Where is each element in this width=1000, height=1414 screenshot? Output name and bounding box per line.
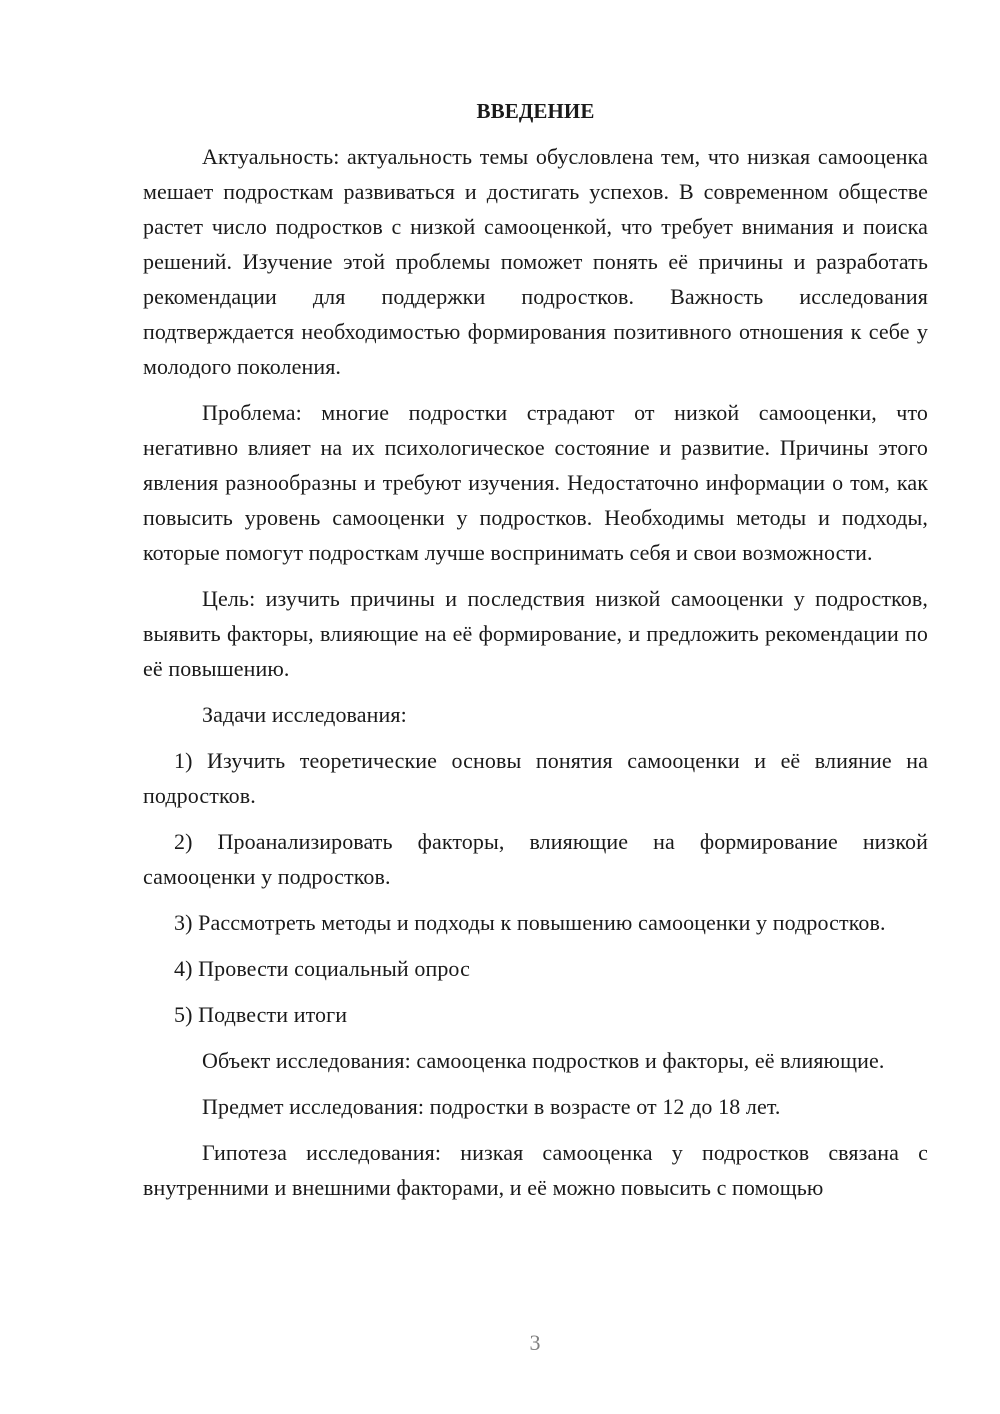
paragraph-subject: Предмет исследования: подростки в возрасте от 12 до 18 лет. xyxy=(202,1094,781,1119)
paragraph-problem: Проблема: многие подростки страдают от низкой самооценки, что негативно влияет на их психологическое состояние и развитие. Причины этого явления разнообразны и требуют изучения. Недостаточно информации о том, как повысить уровень самооценки у подростков. Необходимы методы и подходы, которые помогут подросткам лучше воспринимать себя и свои возможности. xyxy=(143,400,928,565)
paragraph-relevance: Актуальность: актуальность темы обусловлена тем, что низкая самооценка мешает подросткам развиваться и достигать успехов. В современном обществе растет число подростков с низкой самооценкой, что требует внимания и поиска решений. Изучение этой проблемы поможет понять её причины и разработать рекомендации для поддержки подростков. Важность исследования подтверждается необходимостью формирования позитивного отношения к себе у молодого поколения. xyxy=(143,144,928,379)
paragraph-goal: Цель: изучить причины и последствия низкой самооценки у подростков, выявить факторы, влияющие на её формирование, и предложить рекомендации по её повышению. xyxy=(143,586,928,681)
document-page xyxy=(143,94,928,1216)
paragraph-hypothesis: Гипотеза исследования: низкая самооценка у подростков связана с внутренними и внешними факторами, и её можно повысить с помощью xyxy=(143,1140,928,1200)
task-item: 3) Рассмотреть методы и подходы к повышению самооценки у подростков. xyxy=(174,910,886,935)
paragraph-object: Объект исследования: самооценка подростков и факторы, её влияющие. xyxy=(202,1048,885,1073)
task-item: 1) Изучить теоретические основы понятия самооценки и её влияние на подростков. xyxy=(143,748,928,808)
task-item: 2) Проанализировать факторы, влияющие на формирование низкой самооценки у подростков. xyxy=(143,829,928,889)
task-item: 5) Подвести итоги xyxy=(174,1002,348,1027)
page-number: 3 xyxy=(529,1330,541,1355)
section-title: ВВЕДЕНИЕ xyxy=(476,99,595,123)
task-item: 4) Провести социальный опрос xyxy=(174,956,470,981)
tasks-heading: Задачи исследования: xyxy=(202,702,407,727)
